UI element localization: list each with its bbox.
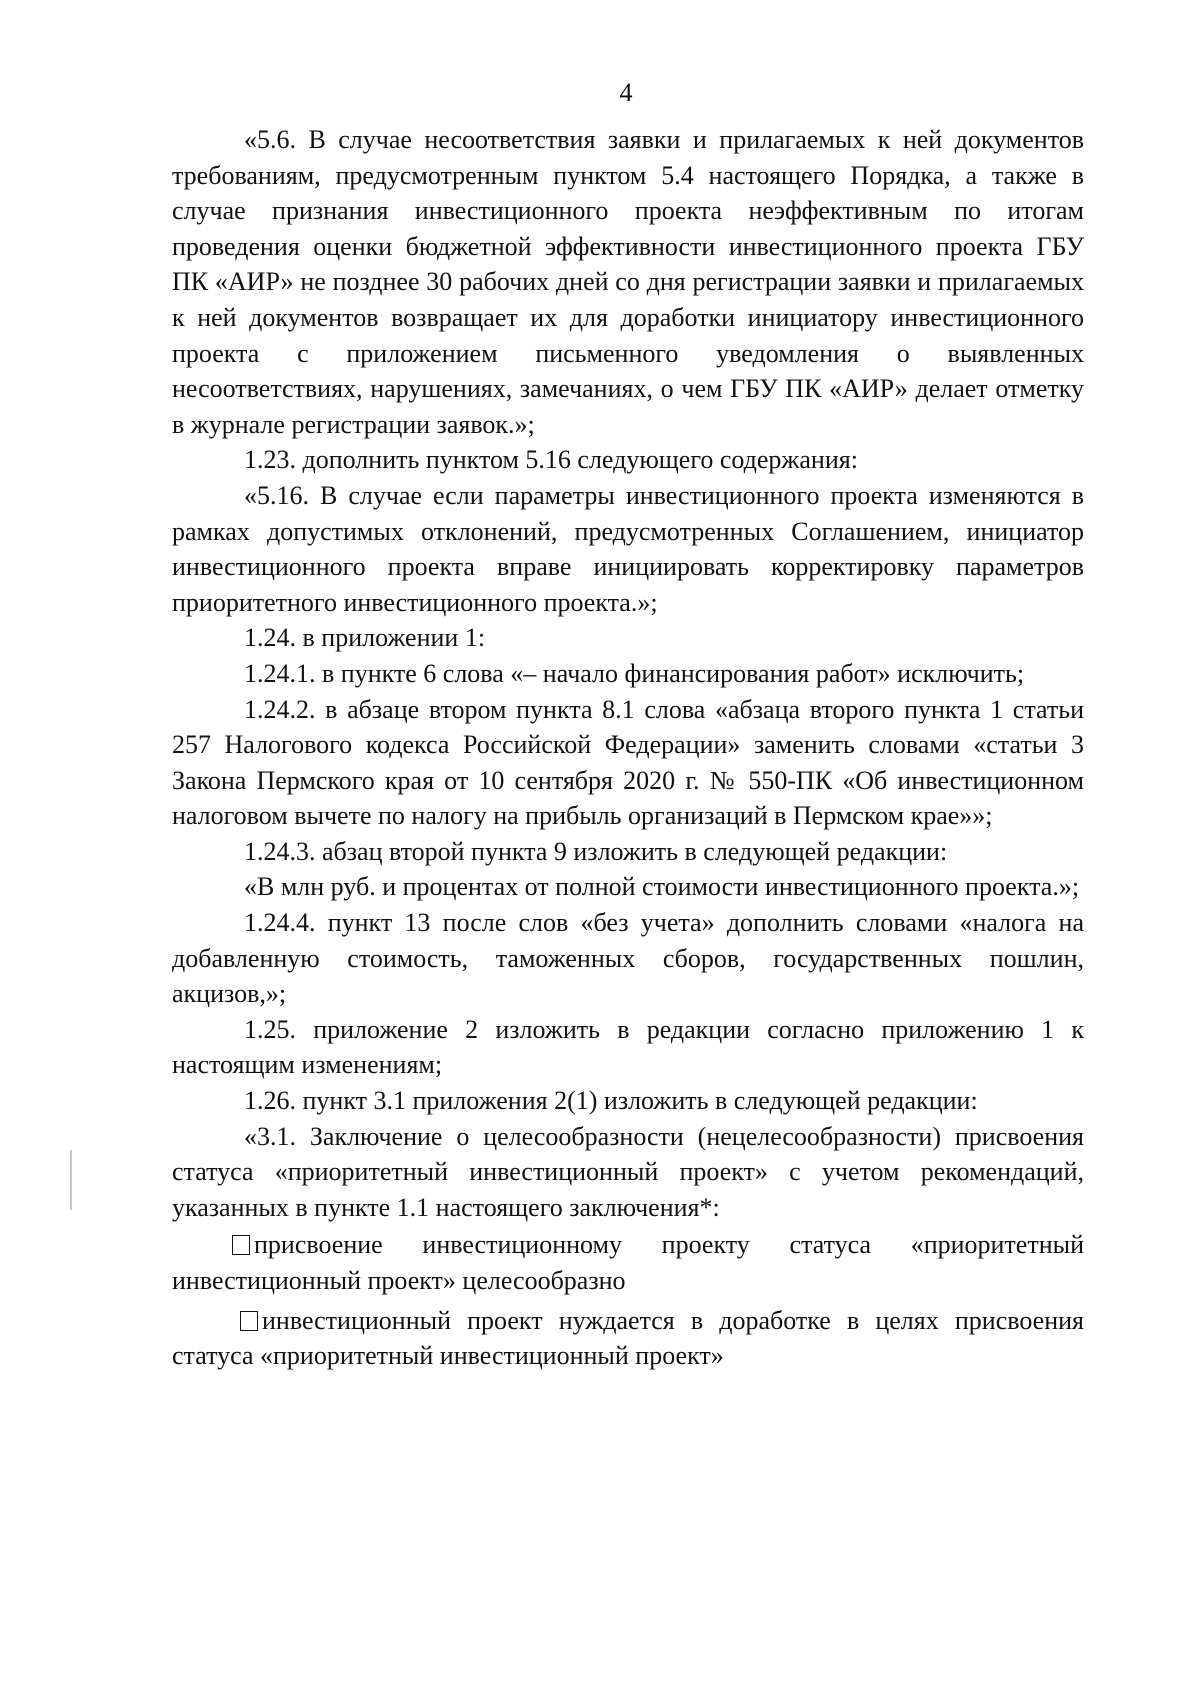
paragraph-quote-mln-rub: «В млн руб. и процентах от полной стоимости инвестиционного проекта.»;: [244, 872, 1080, 902]
paragraph-1-23: 1.23. дополнить пунктом 5.16 следующего содержания:: [244, 445, 858, 475]
option-expedient: [172, 1227, 1084, 1298]
option-expedient-label: присвоение инвестиционному проекту статуса «приоритетный инвестиционный проект» целесообразно: [172, 1230, 1084, 1295]
paragraph-1-24-4: 1.24.4. пункт 13 после слов «без учета» дополнить словами «налога на добавленную стоимость, таможенных сборов, государственных пошлин, акцизов,»;: [172, 908, 1084, 1009]
paragraph-1-26: 1.26. пункт 3.1 приложения 2(1) изложить в следующей редакции:: [244, 1086, 978, 1116]
paragraph-1-24-3: 1.24.3. абзац второй пункта 9 изложить в следующей редакции:: [244, 836, 948, 866]
paragraph-1-24: 1.24. в приложении 1:: [244, 623, 486, 653]
page-number: 4: [619, 78, 633, 107]
option-needs-revision: [172, 1303, 1084, 1374]
checkbox-needs-revision[interactable]: [240, 1311, 258, 1331]
option-needs-revision-label: инвестиционный проект нуждается в доработке в целях присвоения статуса «приоритетный инвестиционный проект»: [172, 1305, 1084, 1371]
paragraph-1-24-2: 1.24.2. в абзаце втором пункта 8.1 слова «абзаца второго пункта 1 статьи 257 Налогового кодекса Российской Федерации» заменить словами «статьи 3 Закона Пермского края от 10 сентября 2020 г. № 550-ПК «Об инвестиционном налоговом вычете по налогу на прибыль организаций в Пермском крае»»;: [172, 694, 1084, 831]
document-body: [172, 122, 1084, 1374]
checkbox-expedient[interactable]: [232, 1235, 250, 1255]
paragraph-1-25: 1.25. приложение 2 изложить в редакции согласно приложению 1 к настоящим изменениям;: [172, 1014, 1084, 1080]
scan-edge-mark: [70, 1150, 72, 1210]
paragraph-5-6: «5.6. В случае несоответствия заявки и прилагаемых к ней документов требованиям, предусмотренным пунктом 5.4 настоящего Порядка, а также в случае признания инвестиционного проекта неэффективным по итогам проведения оценки бюджетной эффективности инвестиционного проекта ГБУ ПК «АИР» не позднее 30 рабочих дней со дня регистрации заявки и прилагаемых к ней документов возвращает их для доработки инициатору инвестиционного проекта с приложением письменного уведомления о выявленных несоответствиях, нарушениях, замечаниях, о чем ГБУ ПК «АИР» делает отметку в журнале регистрации заявок.»;: [172, 125, 1084, 439]
paragraph-1-24-1: 1.24.1. в пункте 6 слова «– начало финансирования работ» исключить;: [244, 658, 1025, 688]
paragraph-3-1: «3.1. Заключение о целесообразности (нецелесообразности) присвоения статуса «приоритетный инвестиционный проект» с учетом рекомендаций, указанных в пункте 1.1 настоящего заключения*:: [172, 1121, 1084, 1222]
paragraph-5-16: «5.16. В случае если параметры инвестиционного проекта изменяются в рамках допустимых отклонений, предусмотренных Соглашением, инициатор инвестиционного проекта вправе инициировать корректировку параметров приоритетного инвестиционного проекта.»;: [172, 480, 1084, 617]
